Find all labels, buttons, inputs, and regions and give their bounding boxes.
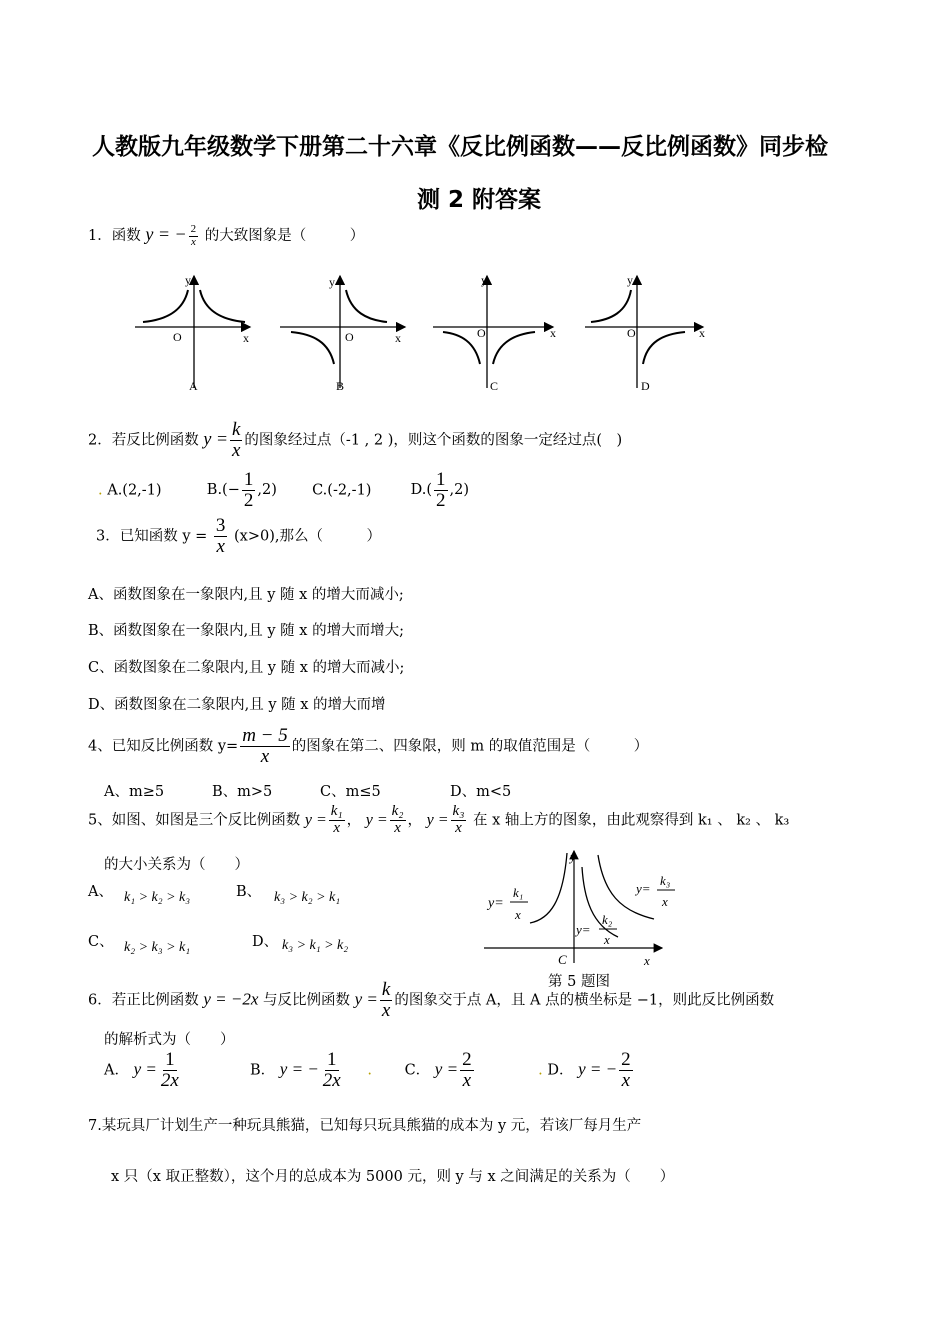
fig-x-label: x (644, 953, 650, 968)
q2-denominator: x (231, 439, 241, 461)
graph-b (280, 275, 405, 393)
q2-prefix: 2．若反比例函数 (88, 432, 199, 449)
q5-f1-num: k₁ (330, 803, 343, 819)
q3-option-a: A、函数图象在一象限内,且 y 随 x 的增大而减小; (88, 587, 404, 603)
q4-option-b: B、m>5 (212, 784, 273, 800)
dot-marker: . (98, 482, 103, 499)
fig-l2-x: x (604, 932, 610, 947)
q1-fraction (189, 224, 199, 248)
dot-marker: . (538, 1062, 543, 1079)
question-4 (88, 726, 648, 767)
q6-option-c-lhs: y = (434, 1059, 459, 1079)
q6-option-c-num: 2 (462, 1049, 472, 1070)
fig-l3-k: k₃ (660, 873, 671, 888)
q6-mid: 与反比例函数 (263, 992, 350, 1009)
fig-l1-k: k₁ (513, 885, 524, 900)
title-line-1: 人教版九年级数学下册第二十六章《反比例函数——反比例函数》同步检 (92, 134, 828, 160)
q2-options (98, 470, 469, 511)
q5-prefix: 5、如图、如图是三个反比例函数 (88, 812, 301, 829)
q2-option-d-pre: D.( (410, 482, 433, 499)
q5-f2-y: y = (365, 811, 388, 829)
q6-f1: y = −2x (203, 989, 259, 1009)
q5-option-d: k₃ > k₁ > k₂ (282, 938, 349, 953)
q1-graph-options (125, 268, 725, 398)
q5-f2-num: k₂ (391, 803, 404, 819)
q6-option-b-den: 2x (322, 1069, 341, 1091)
q5-figure (480, 845, 680, 985)
q6-option-d-label: D． (547, 1062, 574, 1079)
q5-f1-den: x (333, 819, 341, 836)
fig-origin: C (558, 952, 567, 967)
fig-l3-x: x (662, 894, 668, 909)
q6-option-a-den: 2x (160, 1069, 179, 1091)
q6-option-b-label: B． (250, 1062, 276, 1079)
q2-option-d-num: 1 (436, 469, 446, 490)
q6-option-d-den: x (621, 1069, 631, 1091)
q6-option-a-fraction (159, 1050, 181, 1091)
fig-l2-y: y= (576, 922, 591, 937)
graph-a-y-label: y (185, 273, 191, 287)
q3-option-c: C、函数图象在二象限内,且 y 随 x 的增大而减小; (88, 660, 405, 676)
graph-c (433, 273, 556, 393)
q6-option-c-fraction (460, 1050, 474, 1091)
q6-option-c-label: C． (404, 1062, 431, 1079)
question-7-line-2: x 只（x 取正整数），这个月的总成本为 5000 元，则 y 与 x 之间满足的关系为（ ） (111, 1169, 675, 1185)
q6-option-d-lhs: y = − (578, 1059, 618, 1079)
q2-option-d-fraction (434, 470, 448, 511)
graph-a-label: A (189, 379, 198, 393)
graph-a-x-label: x (243, 331, 249, 345)
q6-option-b-fraction (321, 1050, 343, 1091)
q6-option-b-lhs: y = − (279, 1059, 319, 1079)
question-2 (88, 420, 622, 461)
question-1 (88, 224, 364, 248)
q2-option-d-den: 2 (436, 489, 446, 511)
q6-suffix: 的图象交于点 A，且 A 点的横坐标是 −1，则此反比例函数 (394, 992, 775, 1009)
graph-b-y-label: y (329, 275, 335, 289)
graph-c-x-label: x (550, 326, 556, 340)
q5-option-c-label: C、 (88, 934, 114, 950)
q5-f1-fraction (329, 804, 345, 837)
q6-prefix: 6．若正比例函数 (88, 992, 199, 1009)
graph-a-origin: O (173, 330, 182, 344)
question-5 (88, 804, 789, 837)
q3-option-d: D、函数图象在二象限内,且 y 随 x 的增大而增 (88, 697, 386, 713)
q5-option-b-label: B、 (236, 884, 262, 900)
question-7-line-1: 7.某玩具厂计划生产一种玩具熊猫，已知每只玩具熊猫的成本为 y 元，若该厂每月生产 (88, 1118, 642, 1134)
q2-option-b-num: 1 (243, 469, 254, 490)
q2-option-a: A.(2,-1) (107, 482, 162, 499)
q3-denominator: x (216, 535, 225, 557)
q2-option-b-post: ,2) (257, 482, 277, 499)
graph-d-label: D (641, 379, 650, 393)
q4-denominator: x (260, 745, 270, 767)
q2-option-b-pre: B.(− (206, 482, 240, 499)
q4-prefix: 4、已知反比例函数 y= (88, 738, 239, 755)
graph-d-y-label: y (627, 273, 633, 287)
graph-a (135, 273, 250, 393)
q5-figure-caption: 第 5 题图 (548, 974, 610, 990)
q5-f2-den: x (394, 819, 401, 836)
q3-numerator: 3 (215, 515, 226, 536)
q6-line-2: 的解析式为（ ） (104, 1032, 235, 1048)
fig-l1-x: x (515, 907, 521, 922)
q5-option-c: k₂ > k₃ > k₁ (124, 940, 191, 955)
title-line-2: 测 2 附答案 (417, 187, 542, 213)
q2-fraction (230, 420, 242, 461)
q6-option-b-num: 1 (327, 1049, 337, 1070)
q5-f3-num: k₃ (452, 803, 465, 819)
fig-l3-y: y= (636, 881, 651, 896)
q5-option-d-label: D、 (252, 934, 279, 950)
q5-comma-2: ， (407, 812, 423, 829)
question-6 (88, 980, 774, 1021)
q5-f3-den: x (455, 819, 462, 836)
graph-b-label: B (336, 379, 345, 393)
q2-suffix: 的图象经过点（-1 , 2 )，则这个函数的图象一定经过点( ) (244, 432, 623, 449)
q1-formula: y = − (145, 224, 187, 245)
q3-fraction (214, 516, 228, 557)
q2-option-b-fraction (242, 470, 256, 511)
q3-suffix: (x>0),那么（ ） (234, 528, 381, 545)
q6-option-d-fraction (619, 1050, 633, 1091)
q6-fraction (380, 980, 392, 1021)
q5-option-b: k₃ > k₂ > k₁ (274, 890, 341, 905)
q2-option-c: C.(-2,-1) (312, 482, 372, 499)
q4-option-a: A、m≥5 (104, 784, 165, 800)
q5-mid: 在 x 轴上方的图象，由此观察得到 k₁ 、 k₂ 、 k₃ (473, 812, 790, 829)
q6-numerator: k (381, 979, 391, 1000)
q6-option-a-num: 1 (165, 1049, 175, 1070)
fig-l1-y: y= (488, 896, 504, 911)
q6-option-c-den: x (462, 1069, 472, 1091)
graph-c-origin: O (477, 326, 486, 340)
q5-option-a-label: A、 (88, 884, 113, 900)
q5-f3-fraction (451, 804, 467, 837)
q4-numerator: m − 5 (242, 725, 288, 746)
graph-c-label: C (490, 379, 499, 393)
q2-option-b-den: 2 (243, 489, 254, 511)
q5-line-2: 的大小关系为（ ） (104, 857, 249, 873)
q6-option-a-label: A． (104, 1062, 129, 1079)
q1-denominator: x (190, 235, 196, 248)
q2-y-eq: y = (203, 428, 228, 449)
q5-f3-y: y = (426, 811, 449, 829)
dot-marker: . (367, 1062, 372, 1079)
q1-prefix: 1．函数 (88, 228, 141, 245)
question-3 (96, 516, 381, 557)
q2-option-d-post: ,2) (449, 482, 470, 499)
q5-f2-fraction (390, 804, 406, 837)
q4-option-d: D、m<5 (450, 784, 512, 800)
q6-option-a-lhs: y = (133, 1059, 157, 1079)
fig-l2-k: k₂ (602, 912, 613, 927)
q4-suffix: 的图象在第二、四象限，则 m 的取值范围是（ ） (291, 738, 649, 755)
q4-fraction (240, 726, 290, 767)
q3-option-b: B、函数图象在一象限内,且 y 随 x 的增大而增大; (88, 623, 404, 639)
q5-option-a: k₁ > k₂ > k₃ (124, 890, 191, 905)
graph-b-origin: O (345, 330, 354, 344)
q5-comma-1: ， (346, 812, 362, 829)
graph-d (585, 273, 705, 393)
q2-option-b (206, 469, 277, 511)
graph-c-y-label: y (481, 273, 487, 287)
q6-denominator: x (381, 999, 391, 1021)
q1-numerator: 2 (190, 223, 197, 235)
graph-b-x-label: x (395, 331, 401, 345)
q6-option-d-num: 2 (621, 1049, 631, 1070)
q6-options (104, 1050, 635, 1091)
q1-suffix: 的大致图象是（ ） (204, 228, 365, 245)
q5-f1-y: y = (304, 811, 327, 829)
fig-y-label: y (570, 849, 576, 864)
q6-y-eq: y = (354, 989, 378, 1009)
q4-option-c: C、m≤5 (320, 784, 381, 800)
q2-numerator: k (231, 419, 241, 440)
q2-option-d (410, 469, 470, 511)
q3-prefix: 3．已知函数 y = (96, 528, 208, 545)
graph-d-origin: O (627, 326, 636, 340)
graph-d-x-label: x (699, 326, 705, 340)
